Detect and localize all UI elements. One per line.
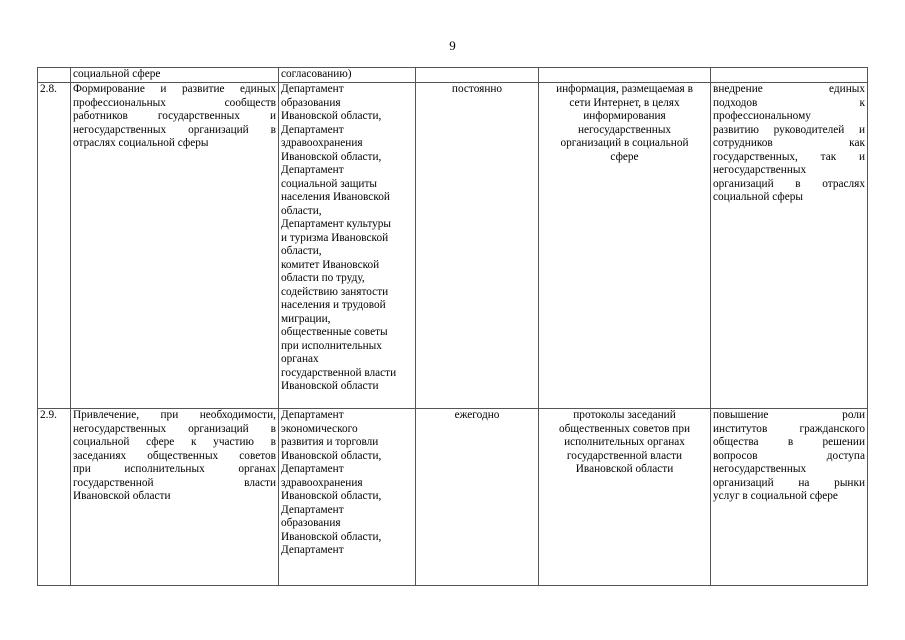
executor-line: при исполнительных — [281, 339, 382, 352]
executor-line: Ивановской области, — [281, 110, 382, 122]
result-line: повышение роли — [713, 409, 865, 421]
executor-line: Департамент — [281, 463, 344, 475]
executor-line: Ивановской области, — [281, 530, 382, 543]
result-line: негосударственных — [713, 463, 807, 475]
executor-line: Департамент — [281, 123, 344, 136]
activity-line: при исполнительных органах — [73, 463, 276, 475]
executor-line: Ивановской области — [281, 380, 379, 392]
executor-line: области, — [281, 204, 322, 217]
activity-line: социальной сфере к участию в — [73, 436, 276, 448]
executor-line: социальной защиты — [281, 177, 377, 190]
activity-line: отраслях социальной сферы — [73, 137, 209, 149]
result-line: сотрудников как — [713, 137, 865, 149]
cell-activity — [71, 68, 279, 83]
executor-line: комитет Ивановской — [281, 258, 380, 271]
executor-line: образования — [281, 96, 341, 109]
indicator-line: организаций в социальной — [560, 137, 689, 149]
term-cell: ежегодно — [416, 409, 539, 586]
result-line: институтов гражданского — [713, 422, 865, 435]
indicator-line: государственной власти — [566, 449, 683, 462]
executors-text: согласованию) — [281, 68, 352, 80]
executor-line: образования — [281, 517, 341, 529]
activity-line: Ивановской области — [73, 490, 171, 502]
result-line: внедрение единых — [713, 83, 865, 95]
executor-line: государственной власти — [281, 366, 397, 379]
indicator-line: сфере — [610, 150, 639, 163]
activity-text: социальной сфере — [73, 68, 161, 80]
executor-line: миграции, — [281, 312, 331, 325]
activity-cell — [71, 83, 279, 409]
executor-line: населения Ивановской — [281, 191, 390, 203]
indicator-line: Ивановской области — [575, 463, 674, 475]
activity-line: государственной власти — [73, 476, 276, 489]
executor-line: экономического — [281, 422, 358, 435]
result-cell — [711, 409, 868, 586]
result-line: профессиональному — [713, 110, 811, 122]
executor-line: Ивановской области, — [281, 150, 382, 163]
indicator-cell — [539, 83, 711, 409]
indicator-line: общественных советов при — [558, 422, 691, 435]
executor-line: области по труду, — [281, 272, 365, 284]
result-cell — [711, 83, 868, 409]
activity-line: Привлечение, при необходимости, — [73, 409, 276, 421]
executor-line: и туризма Ивановской — [281, 231, 389, 244]
executor-line: населения и трудовой — [281, 299, 386, 311]
activity-line: Формирование и развитие единых — [73, 83, 276, 95]
executor-line: общественные советы — [281, 326, 388, 338]
result-line: социальной сферы — [713, 191, 803, 203]
result-line: подходов к — [713, 96, 865, 109]
result-line: вопросов доступа — [713, 449, 865, 462]
result-line: негосударственных — [713, 164, 807, 176]
activity-line: профессиональных сообществ — [73, 96, 276, 109]
activity-line: негосударственных организаций в — [73, 123, 276, 136]
table-row-continuation — [38, 68, 868, 83]
executor-line: Департамент — [281, 409, 344, 421]
row-number: 2.9. — [38, 409, 71, 586]
indicator-line: информирования — [583, 110, 666, 122]
executor-line: здравоохранения — [281, 476, 363, 489]
indicator-line: исполнительных органах — [564, 436, 685, 448]
executor-line: развития и торговли — [281, 436, 379, 448]
term-cell: постоянно — [416, 83, 539, 409]
activity-line: работников государственных и — [73, 110, 276, 122]
result-line: государственных, так и — [713, 150, 865, 163]
executor-line: Департамент — [281, 503, 344, 516]
activity-cell — [71, 409, 279, 586]
result-line: организаций на рынки — [713, 476, 865, 489]
indicator-line: негосударственных — [577, 123, 672, 136]
executor-line: Департамент — [281, 544, 344, 556]
result-line: общества в решении — [713, 436, 865, 448]
result-line: развитию руководителей и — [713, 123, 865, 136]
indicator-line: информация, размещаемая в — [556, 83, 693, 95]
executor-line: здравоохранения — [281, 137, 363, 149]
indicator-line: протоколы заседаний — [573, 409, 676, 421]
executor-line: Ивановской области, — [281, 449, 382, 462]
cell-term — [416, 68, 539, 83]
executors-cell — [279, 83, 416, 409]
cell-indicator — [539, 68, 711, 83]
result-line: организаций в отраслях — [713, 177, 865, 190]
table-row — [38, 409, 868, 586]
activity-line: негосударственных организаций в — [73, 422, 276, 435]
executor-line: Ивановской области, — [281, 490, 382, 502]
measures-table — [37, 67, 868, 586]
cell-executors — [279, 68, 416, 83]
activity-line: заседаниях общественных советов — [73, 449, 276, 462]
cell-num — [38, 68, 71, 83]
table-row — [38, 83, 868, 409]
executor-line: области, — [281, 245, 322, 257]
row-number: 2.8. — [38, 83, 71, 409]
executors-cell — [279, 409, 416, 586]
indicator-line: сети Интернет, в целях — [569, 96, 680, 109]
executor-line: Департамент культуры — [281, 218, 391, 230]
executor-line: Департамент — [281, 83, 344, 95]
page-number: 9 — [449, 38, 456, 53]
executor-line: органах — [281, 353, 319, 365]
executor-line: Департамент — [281, 164, 344, 176]
cell-result — [711, 68, 868, 83]
indicator-cell — [539, 409, 711, 586]
result-line: услуг в социальной сфере — [713, 490, 838, 502]
executor-line: содействию занятости — [281, 285, 389, 298]
